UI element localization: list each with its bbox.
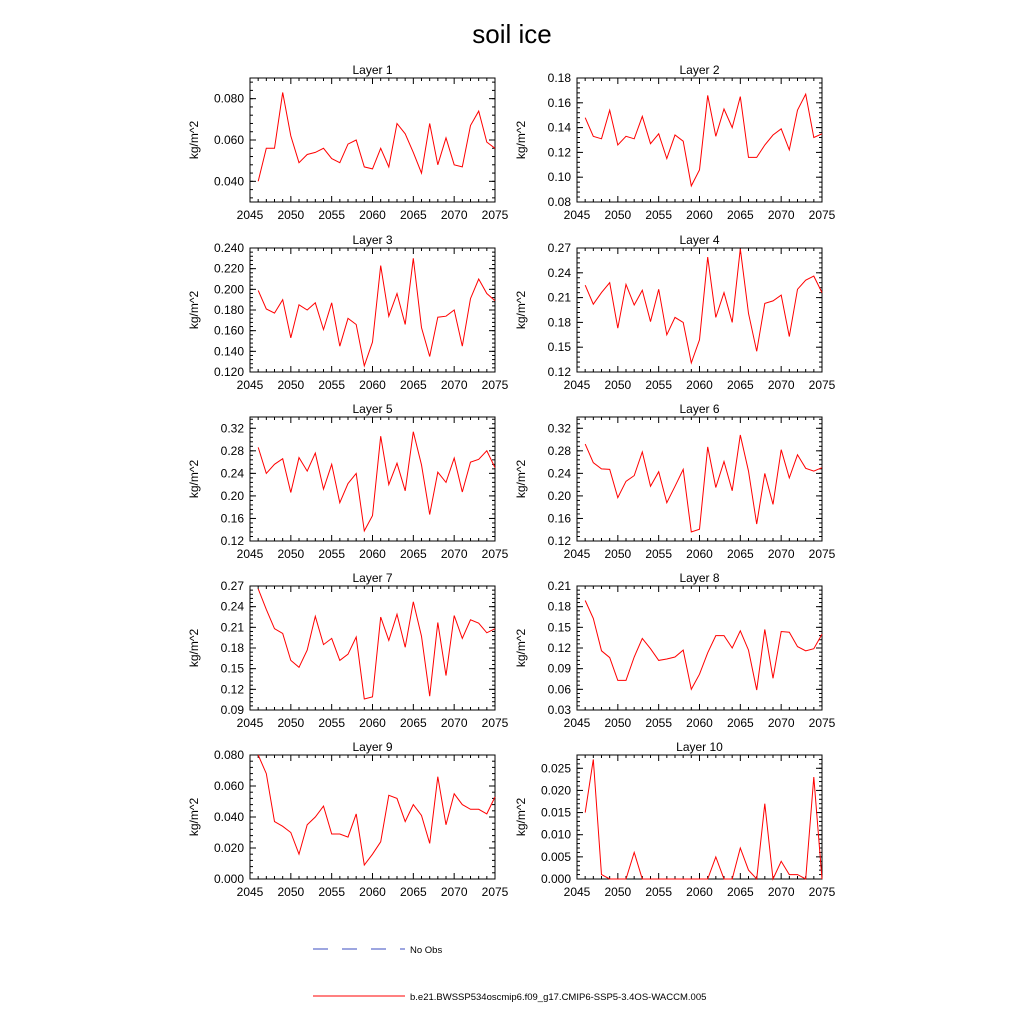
y-tick-label: 0.18 [220, 641, 244, 655]
y-tick-label: 0.14 [547, 120, 571, 135]
y-tick-label: 0.040 [213, 810, 244, 824]
y-tick-label: 0.21 [547, 290, 571, 305]
figure-title: soil ice [472, 19, 552, 49]
x-tick-label: 2050 [604, 547, 632, 561]
series-line [585, 435, 822, 532]
x-tick-label: 2060 [686, 208, 713, 222]
x-tick-label: 2045 [236, 716, 264, 730]
y-tick-label: 0.18 [547, 315, 571, 330]
y-axis-label: kg/m^2 [187, 797, 201, 837]
x-tick-label: 2065 [399, 378, 427, 392]
y-tick-label: 0.32 [220, 421, 244, 436]
x-tick-label: 2075 [481, 716, 509, 730]
y-tick-label: 0.180 [213, 303, 244, 317]
legend [313, 945, 706, 1003]
x-tick-label: 2070 [767, 547, 795, 561]
x-tick-label: 2045 [563, 885, 591, 899]
y-axis-label: kg/m^2 [514, 628, 528, 668]
x-tick-label: 2060 [359, 885, 386, 899]
x-tick-label: 2050 [277, 547, 305, 561]
y-tick-label: 0.140 [213, 344, 244, 359]
y-tick-label: 0.12 [547, 641, 571, 655]
y-tick-label: 0.015 [540, 805, 571, 820]
x-tick-label: 2055 [645, 378, 673, 392]
y-tick-label: 0.27 [220, 579, 244, 593]
x-tick-label: 2075 [481, 208, 509, 222]
x-tick-label: 2070 [440, 378, 468, 392]
panel-title: Layer 2 [679, 63, 720, 77]
y-tick-label: 0.025 [540, 761, 571, 776]
x-tick-label: 2075 [481, 885, 509, 899]
y-tick-label: 0.28 [547, 443, 571, 458]
x-tick-label: 2070 [440, 208, 468, 222]
y-axis-label: kg/m^2 [187, 120, 201, 160]
panel-layer-7 [187, 571, 509, 730]
plot-frame [250, 248, 495, 372]
series-line [585, 759, 822, 879]
x-tick-label: 2060 [686, 716, 713, 730]
y-tick-label: 0.27 [547, 241, 571, 255]
series-line [258, 755, 495, 865]
x-tick-label: 2060 [359, 208, 386, 222]
y-tick-label: 0.000 [213, 872, 244, 886]
y-axis-label: kg/m^2 [514, 120, 528, 160]
x-tick-label: 2075 [808, 716, 836, 730]
y-tick-label: 0.12 [220, 682, 244, 697]
panel-title: Layer 5 [352, 402, 393, 416]
y-tick-label: 0.28 [220, 443, 244, 458]
y-axis-label: kg/m^2 [187, 290, 201, 330]
x-tick-label: 2065 [726, 208, 754, 222]
x-tick-label: 2055 [645, 208, 673, 222]
y-tick-label: 0.060 [213, 133, 244, 147]
x-tick-label: 2070 [767, 716, 795, 730]
panel-layer-6 [514, 402, 836, 561]
y-tick-label: 0.03 [547, 703, 571, 717]
y-tick-label: 0.200 [213, 282, 244, 297]
y-tick-label: 0.160 [213, 323, 244, 338]
y-tick-label: 0.10 [547, 170, 571, 185]
x-tick-label: 2045 [236, 378, 264, 392]
y-tick-label: 0.21 [220, 620, 244, 635]
x-tick-label: 2075 [481, 378, 509, 392]
panel-layer-5 [187, 402, 509, 561]
panel-title: Layer 7 [352, 571, 393, 585]
x-tick-label: 2065 [399, 208, 427, 222]
panel-title: Layer 4 [679, 233, 720, 247]
legend-model-label: b.e21.BWSSP534oscmip6.f09_g17.CMIP6-SSP5-3.4OS-WACCM.005 [410, 992, 707, 1003]
panel-title: Layer 8 [679, 571, 720, 585]
y-tick-label: 0.15 [547, 340, 571, 355]
y-tick-label: 0.15 [547, 620, 571, 635]
panel-layer-4 [514, 233, 836, 392]
y-tick-label: 0.32 [547, 421, 571, 436]
y-tick-label: 0.18 [547, 599, 571, 614]
x-tick-label: 2055 [318, 716, 346, 730]
x-tick-label: 2065 [726, 378, 754, 392]
plot-frame [250, 755, 495, 879]
y-axis-label: kg/m^2 [514, 797, 528, 837]
x-tick-label: 2075 [808, 378, 836, 392]
x-tick-label: 2065 [726, 716, 754, 730]
series-line [258, 589, 495, 699]
y-tick-label: 0.24 [220, 466, 244, 481]
x-tick-label: 2045 [236, 547, 264, 561]
x-tick-label: 2065 [726, 885, 754, 899]
series-line [585, 249, 822, 363]
panel-layer-2 [514, 63, 836, 222]
x-tick-label: 2055 [645, 547, 673, 561]
x-tick-label: 2060 [686, 885, 713, 899]
plot-frame [577, 586, 822, 710]
y-tick-label: 0.240 [213, 241, 244, 255]
y-axis-label: kg/m^2 [187, 628, 201, 668]
y-tick-label: 0.010 [540, 827, 571, 842]
x-tick-label: 2070 [440, 716, 468, 730]
y-tick-label: 0.24 [547, 466, 571, 481]
x-tick-label: 2070 [440, 547, 468, 561]
y-tick-label: 0.060 [213, 779, 244, 793]
y-tick-label: 0.040 [213, 174, 244, 189]
y-tick-label: 0.080 [213, 748, 244, 762]
y-tick-label: 0.20 [220, 488, 244, 503]
y-tick-label: 0.21 [547, 579, 571, 593]
x-tick-label: 2055 [645, 716, 673, 730]
x-tick-label: 2050 [277, 378, 305, 392]
x-tick-label: 2045 [563, 378, 591, 392]
y-tick-label: 0.020 [213, 841, 244, 855]
x-tick-label: 2045 [563, 208, 591, 222]
y-tick-label: 0.09 [547, 661, 571, 676]
y-tick-label: 0.16 [547, 511, 571, 526]
panel-grid [187, 63, 836, 899]
y-tick-label: 0.12 [220, 534, 244, 548]
y-tick-label: 0.12 [547, 145, 571, 160]
x-tick-label: 2055 [318, 208, 346, 222]
series-line [258, 432, 495, 531]
x-tick-label: 2070 [767, 208, 795, 222]
y-tick-label: 0.15 [220, 661, 244, 676]
x-tick-label: 2075 [808, 547, 836, 561]
x-tick-label: 2060 [686, 547, 713, 561]
x-tick-label: 2065 [399, 716, 427, 730]
x-tick-label: 2075 [808, 208, 836, 222]
panel-layer-3 [187, 233, 509, 392]
plot-frame [250, 417, 495, 541]
x-tick-label: 2045 [236, 885, 264, 899]
series-line [585, 601, 822, 691]
x-tick-label: 2060 [686, 378, 713, 392]
x-tick-label: 2045 [236, 208, 264, 222]
y-tick-label: 0.080 [213, 91, 244, 106]
x-tick-label: 2050 [604, 208, 632, 222]
panel-layer-9 [187, 740, 509, 899]
x-tick-label: 2050 [604, 885, 632, 899]
panel-layer-8 [514, 571, 836, 730]
legend-obs-label: No Obs [410, 945, 443, 956]
x-tick-label: 2055 [318, 885, 346, 899]
y-tick-label: 0.020 [540, 783, 571, 798]
series-line [258, 93, 495, 182]
plot-frame [577, 417, 822, 541]
x-tick-label: 2065 [726, 547, 754, 561]
y-tick-label: 0.16 [547, 95, 571, 110]
plot-frame [577, 248, 822, 372]
x-tick-label: 2050 [604, 378, 632, 392]
y-tick-label: 0.120 [213, 365, 244, 379]
series-line [258, 258, 495, 366]
x-tick-label: 2050 [604, 716, 632, 730]
y-tick-label: 0.18 [547, 71, 571, 85]
y-tick-label: 0.220 [213, 261, 244, 276]
x-tick-label: 2060 [359, 547, 386, 561]
x-tick-label: 2065 [399, 885, 427, 899]
x-tick-label: 2055 [318, 547, 346, 561]
y-tick-label: 0.09 [220, 703, 244, 717]
x-tick-label: 2070 [440, 885, 468, 899]
y-tick-label: 0.06 [547, 682, 571, 697]
x-tick-label: 2075 [808, 885, 836, 899]
series-line [585, 94, 822, 186]
x-tick-label: 2050 [277, 885, 305, 899]
y-axis-label: kg/m^2 [187, 459, 201, 499]
panel-title: Layer 3 [352, 233, 393, 247]
x-tick-label: 2050 [277, 208, 305, 222]
y-tick-label: 0.24 [547, 265, 571, 280]
y-tick-label: 0.24 [220, 599, 244, 614]
x-tick-label: 2055 [318, 378, 346, 392]
y-tick-label: 0.005 [540, 849, 571, 864]
y-tick-label: 0.16 [220, 511, 244, 526]
panel-title: Layer 10 [676, 740, 723, 754]
x-tick-label: 2045 [563, 716, 591, 730]
x-tick-label: 2065 [399, 547, 427, 561]
x-tick-label: 2060 [359, 378, 386, 392]
x-tick-label: 2055 [645, 885, 673, 899]
panel-layer-1 [187, 63, 509, 222]
y-axis-label: kg/m^2 [514, 290, 528, 330]
x-tick-label: 2045 [563, 547, 591, 561]
panel-title: Layer 1 [352, 63, 393, 77]
panel-title: Layer 9 [352, 740, 393, 754]
x-tick-label: 2070 [767, 378, 795, 392]
panel-title: Layer 6 [679, 402, 720, 416]
x-tick-label: 2070 [767, 885, 795, 899]
plot-frame [577, 755, 822, 879]
y-tick-label: 0.12 [547, 534, 571, 548]
y-tick-label: 0.000 [540, 872, 571, 886]
x-tick-label: 2060 [359, 716, 386, 730]
plot-frame [250, 78, 495, 202]
y-axis-label: kg/m^2 [514, 459, 528, 499]
y-tick-label: 0.08 [547, 195, 571, 209]
y-tick-label: 0.20 [547, 488, 571, 503]
x-tick-label: 2075 [481, 547, 509, 561]
panel-layer-10 [514, 740, 836, 899]
y-tick-label: 0.12 [547, 365, 571, 379]
x-tick-label: 2050 [277, 716, 305, 730]
